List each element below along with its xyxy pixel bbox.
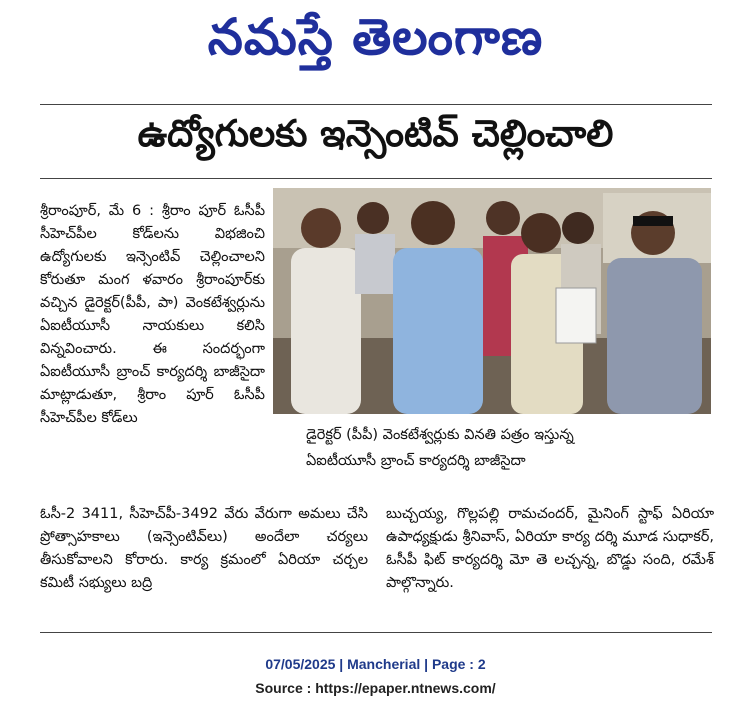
article-text-left: శ్రీరాంపూర్, మే 6 : శ్రీరాం పూర్ ఓసీపీ సీహెచ్‌పీల కోడ్‌లను విభజించి ఉద్యోగులకు ఇన్సెంటివ్ చెల్లించాలని కోరుతూ మంగ ళవారం శ్రీరాంపూర్‌కు వచ్చిన డైరెక్టర్(పీపీ, పా) వెంకటేశ్వర్లును ఏఐటీయూసీ నాయకులు కలిసి విన్నవించారు. ఈ సందర్భంగా ఏఐటీయూసీ బ్రాంచ్ కార్యదర్శి బాజీసైదా మాట్లాడుతూ, శ్రీరాం పూర్ ఓసీపీ సీహెచ్‌పీల కోడ్‌లు [40, 203, 265, 426]
photo-illustration [273, 188, 711, 414]
bottom-divider [40, 632, 712, 633]
caption-line-1: డైరెక్టర్ (పీపీ) వెంకటేశ్వర్లుకు వినతి పత్రం ఇస్తున్న [306, 427, 574, 443]
headline-divider [40, 178, 712, 179]
source-link[interactable]: Source : https://epaper.ntnews.com/ [255, 680, 496, 696]
news-photo [273, 188, 711, 414]
top-divider [40, 104, 712, 105]
footer-date-line [0, 656, 751, 672]
edition-info: 07/05/2025 | Mancherial | Page : 2 [265, 656, 486, 672]
caption-line-2: ఏఐటీయూసీ బ్రాంచ్ కార్యదర్శి బాజీసైదా [306, 453, 526, 469]
article-text-bottom-right: బుచ్చయ్య, గొల్లపల్లి రామచందర్, మైనింగ్ స్టాఫ్ ఏరియా ఉపాధ్యక్షుడు శ్రీనివాస్, ఏరియా కార్య దర్శి మూడ సుధాకర్, ఓసీపీ ఫిట్ కార్యదర్శి మో తె లచ్చన్న, బొడ్డు సంది, రమేశ్ పాల్గొన్నారు. [386, 506, 714, 591]
footer-source-line [0, 680, 751, 696]
masthead [0, 0, 751, 88]
article-headline: ఉద్యోగులకు ఇన్సెంటివ్ చెల్లించాలి [137, 112, 614, 155]
article-text-bottom-left: ఓసీ-2 3411, సీహెచ్‌పీ-3492 వేరు వేరుగా అమలు చేసి ప్రోత్సాహకాలు (ఇన్సెంటివ్‌లు) అందేలా చర్యలు తీసుకోవాలని కోరారు. కార్య క్రమంలో ఏరియా చర్చల కమిటీ సభ్యులు బద్రి [40, 506, 368, 591]
newspaper-logo: నమస్తే తెలంగాణ [207, 8, 544, 66]
photo-caption [306, 422, 686, 474]
